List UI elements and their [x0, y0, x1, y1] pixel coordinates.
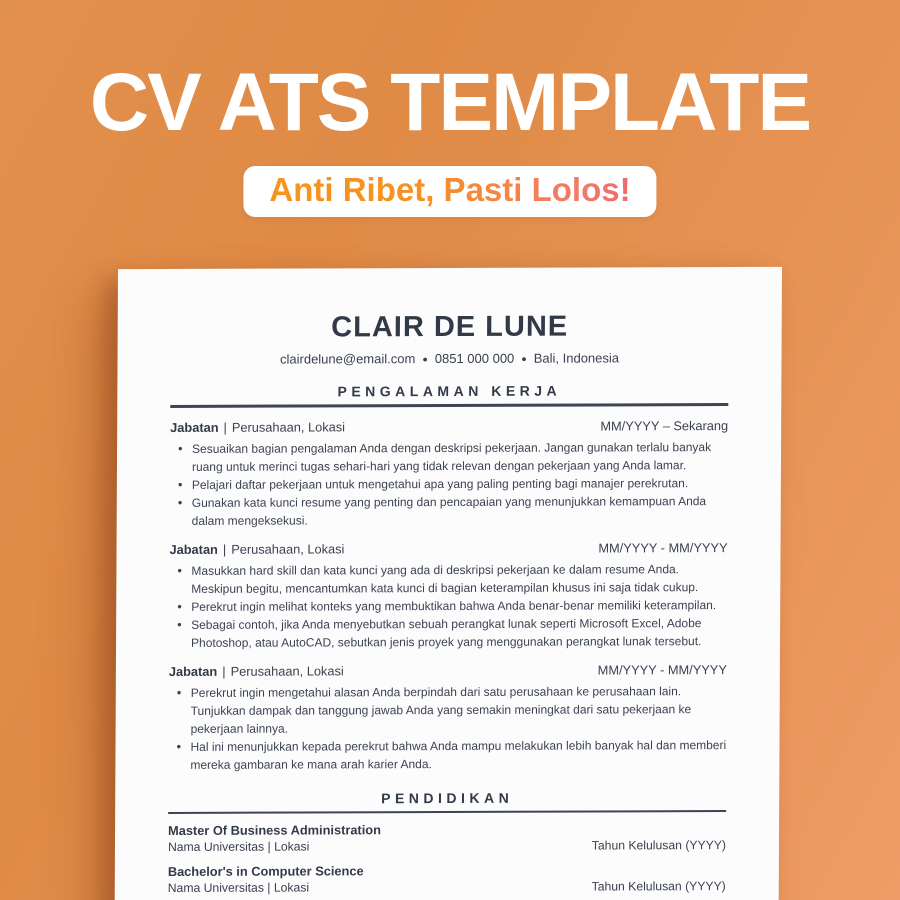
cv-location: Bali, Indonesia [533, 350, 620, 366]
job-bullet: • Perekrut ingin mengetahui alasan Anda berpindah dari satu perusahaan ke perusahaan lain. Tunjukkan dampak dan tanggung jawab Anda yang semakin meningkat dari satu pekerjaan ke pekerjaan lainnya. [177, 682, 727, 738]
job-bullet-list [178, 438, 728, 530]
contact-separator-dot: ● [521, 353, 527, 364]
cv-document [114, 267, 782, 900]
job-bullet: • Perekrut ingin melihat konteks yang membuktikan bahwa Anda benar-benar memiliki keterampilan. [177, 596, 727, 616]
poster-title: CV ATS TEMPLATE [89, 57, 811, 148]
job-bullet-list [177, 560, 727, 652]
poster-badge [243, 166, 656, 217]
experience-heading: PENGALAMAN KERJA [337, 382, 562, 400]
cv-email: clairdelune@email.com [279, 351, 416, 367]
job-period: MM/YYYY - MM/YYYY [597, 661, 727, 677]
section-education [168, 788, 727, 896]
section-experience [168, 381, 728, 773]
cv-name: CLAIR DE LUNE [331, 310, 569, 344]
job-role: Jabatan [170, 419, 219, 435]
education-entry [168, 821, 726, 855]
education-entry [168, 862, 726, 896]
job-company: Perusahaan, Lokasi [231, 418, 346, 435]
job-bullet: • Masukkan hard skill dan kata kunci yang ada di deskripsi pekerjaan ke dalam resume Anda. Meskipun begitu, mencantumkan kata kunci di bagian keterampilan khusus ini saja tidak cukup. [177, 560, 727, 598]
job-bullet: • Sesuaikan bagian pengalaman Anda dengan deskripsi pekerjaan. Jangan gunakan terlalu banyak ruang untuk merinci tugas sehari-hari yang tidak relevan dengan pekerjaan yang Anda lamar. [178, 438, 728, 476]
job-title-line [169, 663, 344, 680]
job-title-line [170, 419, 345, 436]
job-period: MM/YYYY - MM/YYYY [598, 539, 728, 555]
contact-separator-dot: ● [422, 354, 428, 365]
job-title-line [169, 541, 344, 558]
education-degree: Bachelor's in Computer Science [167, 863, 364, 879]
job-bullet-list [176, 682, 726, 774]
job-header [170, 418, 728, 436]
education-year: Tahun Kelulusan (YYYY) [591, 879, 726, 894]
job-bullet: • Hal ini menunjukkan kepada perekrut bahwa Anda mampu melakukan lebih banyak hal dan memberi mereka gambaran ke mana arah karier Anda. [176, 736, 726, 774]
cv-phone: 0851 000 000 [434, 350, 515, 367]
poster-badge-label: Anti Ribet, Pasti Lolos! [269, 171, 631, 208]
job-role: Jabatan [168, 663, 218, 679]
education-detail-row [168, 838, 726, 855]
job-divider: | [223, 419, 227, 435]
job-entry [168, 662, 727, 774]
education-detail-row [168, 879, 726, 896]
education-degree: Master Of Business Administration [168, 822, 381, 838]
job-role: Jabatan [169, 541, 218, 557]
section-divider-line [168, 810, 726, 814]
job-header [169, 662, 727, 680]
job-bullet: • Sebagai contoh, jika Anda menyebutkan sebuah perangkat lunak seperti Microsoft Excel, Adobe Photoshop, atau AutoCAD, sebutkan jenis proyek yang menggunakan perangkat lunak tersebut. [177, 614, 727, 652]
job-bullet: • Pelajari daftar pekerjaan untuk mengetahui apa yang paling penting bagi manajer perekrutan. [178, 474, 728, 494]
section-divider-line [170, 403, 728, 407]
education-school: Nama Universitas | Lokasi [167, 880, 310, 895]
job-period: MM/YYYY – Sekarang [600, 417, 729, 433]
education-heading: PENDIDIKAN [381, 789, 514, 806]
job-company: Perusahaan, Lokasi [231, 540, 345, 557]
job-entry [169, 540, 728, 652]
job-header [169, 540, 727, 558]
job-entry [170, 418, 729, 530]
cv-contact-line [170, 349, 728, 369]
job-divider: | [222, 541, 227, 557]
job-divider: | [222, 663, 226, 679]
job-company: Perusahaan, Lokasi [230, 662, 344, 679]
job-bullet: • Gunakan kata kunci resume yang penting dan pencapaian yang menunjukkan kemampuan Anda dalam mengeksekusi. [178, 492, 728, 530]
education-school: Nama Universitas | Lokasi [167, 839, 310, 854]
education-year: Tahun Kelulusan (YYYY) [591, 838, 727, 853]
